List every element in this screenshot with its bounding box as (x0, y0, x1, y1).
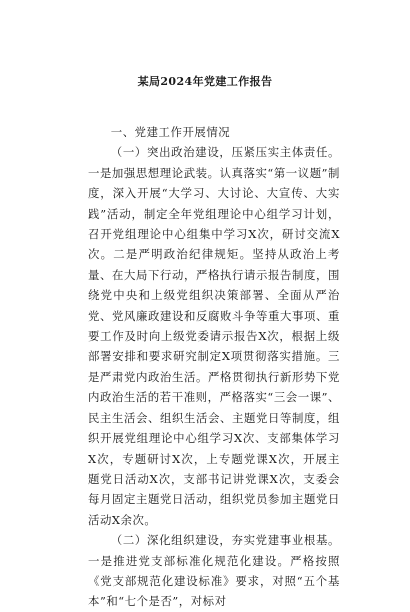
paragraph-organization-building: （二）深化组织建设，夯实党建事业根基。一是推进党支部标准化规范化建设。严格按照《党支部规范化建设标准》要求，对照“五个基本”和“七个是否”，对标对 (88, 533, 340, 609)
document-title: 某局2024年党建工作报告 (137, 75, 273, 88)
document-body (88, 122, 340, 612)
paragraph-political-building: （一）突出政治建设，压紧压实主体责任。一是加强思想理论武装。认真落实“第一议题”制度，深入开展“大学习、大讨论、大宣传、大实践”活动，制定全年党组理论中心组学习计划，召开党组理论中心组集中学习X次，研讨交流X次。二是严明政治纪律规矩。坚持从政治上考量、在大局下行动，严格执行请示报告制度，围绕党中央和上级党组织决策部署、全面从严治党、党风廉政建设和反腐败斗争等重大事项、重要工作及时向上级党委请示报告X次，根据上级部署安排和要求研究制定X项贯彻落实措施。三是严肃党内政治生活。严格贯彻执行新形势下党内政治生活的若干准则，严格落实“三会一课”、民主生活会、组织生活会、主题党日等制度，组织开展党组理论中心组学习X次、支部集体学习X次，专题研讨X次，上专题党课X次，开展主题党日活动X次，支部书记讲党课X次，支委会每月固定主题党日活动，组织党员参加主题党日活动X余次。 (88, 145, 340, 527)
section-heading: 一、党建工作开展情况 (110, 125, 231, 139)
